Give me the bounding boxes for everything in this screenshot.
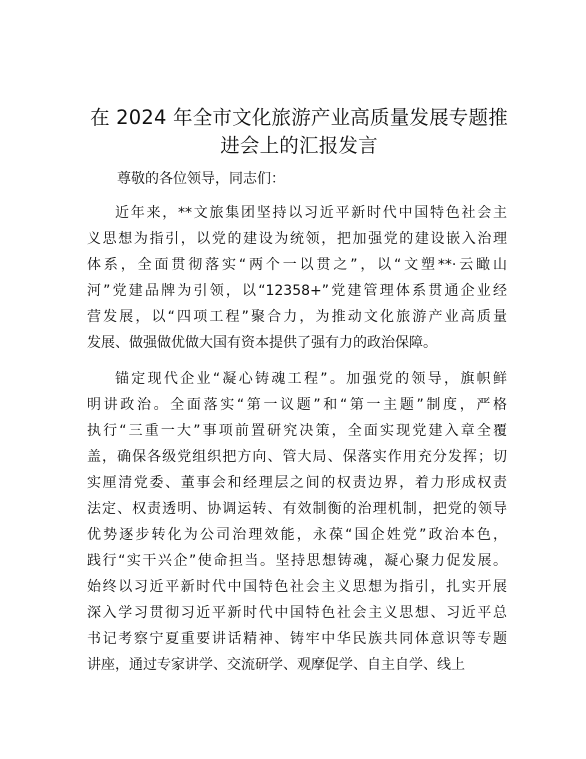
- text-line: 法定、权责透明、协调运转、有效制衡的治理机制，把党的领导: [87, 501, 507, 517]
- text-line: 讲座，通过专家讲学、交流研学、观摩促学、自主自学、线上: [87, 657, 465, 673]
- text-line: 河”党建品牌为引领，以“12358+”党建管理体系贯通企业经: [87, 283, 507, 299]
- paragraph-1: [87, 200, 507, 356]
- text-line: 锚定现代企业“凝心铸魂工程”。加强党的领导，旗帜鲜: [115, 371, 507, 387]
- text-line: 优势逐步转化为公司治理效能，永葆“国企姓党”政治本色，: [87, 527, 507, 543]
- text-line: 发展、做强做优做大国有资本提供了强有力的政治保障。: [87, 335, 437, 351]
- title-line: 进会上的汇报发言: [220, 134, 378, 157]
- greeting: 尊敬的各位领导，同志们：: [117, 171, 285, 187]
- text-line: 义思想为指引，以党的建设为统领，把加强党的建设嵌入治理: [87, 231, 507, 247]
- text-line: 明讲政治。全面落实“第一议题”和“第一主题”制度，严格: [87, 397, 507, 413]
- text-line: 实厘清党委、董事会和经理层之间的权责边界，着力形成权责: [87, 475, 507, 491]
- document-title: [84, 104, 514, 160]
- text-line: 近年来，**文旅集团坚持以习近平新时代中国特色社会主: [115, 205, 507, 221]
- paragraph-2: [87, 366, 507, 678]
- text-line: 始终以习近平新时代中国特色社会主义思想为指引，扎实开展: [87, 579, 507, 595]
- text-line: 书记考察宁夏重要讲话精神、铸牢中华民族共同体意识等专题: [87, 631, 507, 647]
- title-line: 在 2024 年全市文化旅游产业高质量发展专题推: [90, 106, 508, 129]
- text-line: 践行“实干兴企”使命担当。坚持思想铸魂，凝心聚力促发展。: [87, 553, 507, 569]
- text-line: 体系，全面贯彻落实“两个一以贯之”，以“文塑**·云瞰山: [87, 257, 507, 273]
- text-line: 营发展，以“四项工程”聚合力，为推动文化旅游产业高质量: [87, 309, 507, 325]
- text-line: 执行“三重一大”事项前置研究决策，全面实现党建入章全覆: [87, 423, 507, 439]
- text-line: 盖，确保各级党组织把方向、管大局、保落实作用充分发挥；切: [87, 449, 507, 465]
- text-line: 深入学习贯彻习近平新时代中国特色社会主义思想、习近平总: [87, 605, 507, 621]
